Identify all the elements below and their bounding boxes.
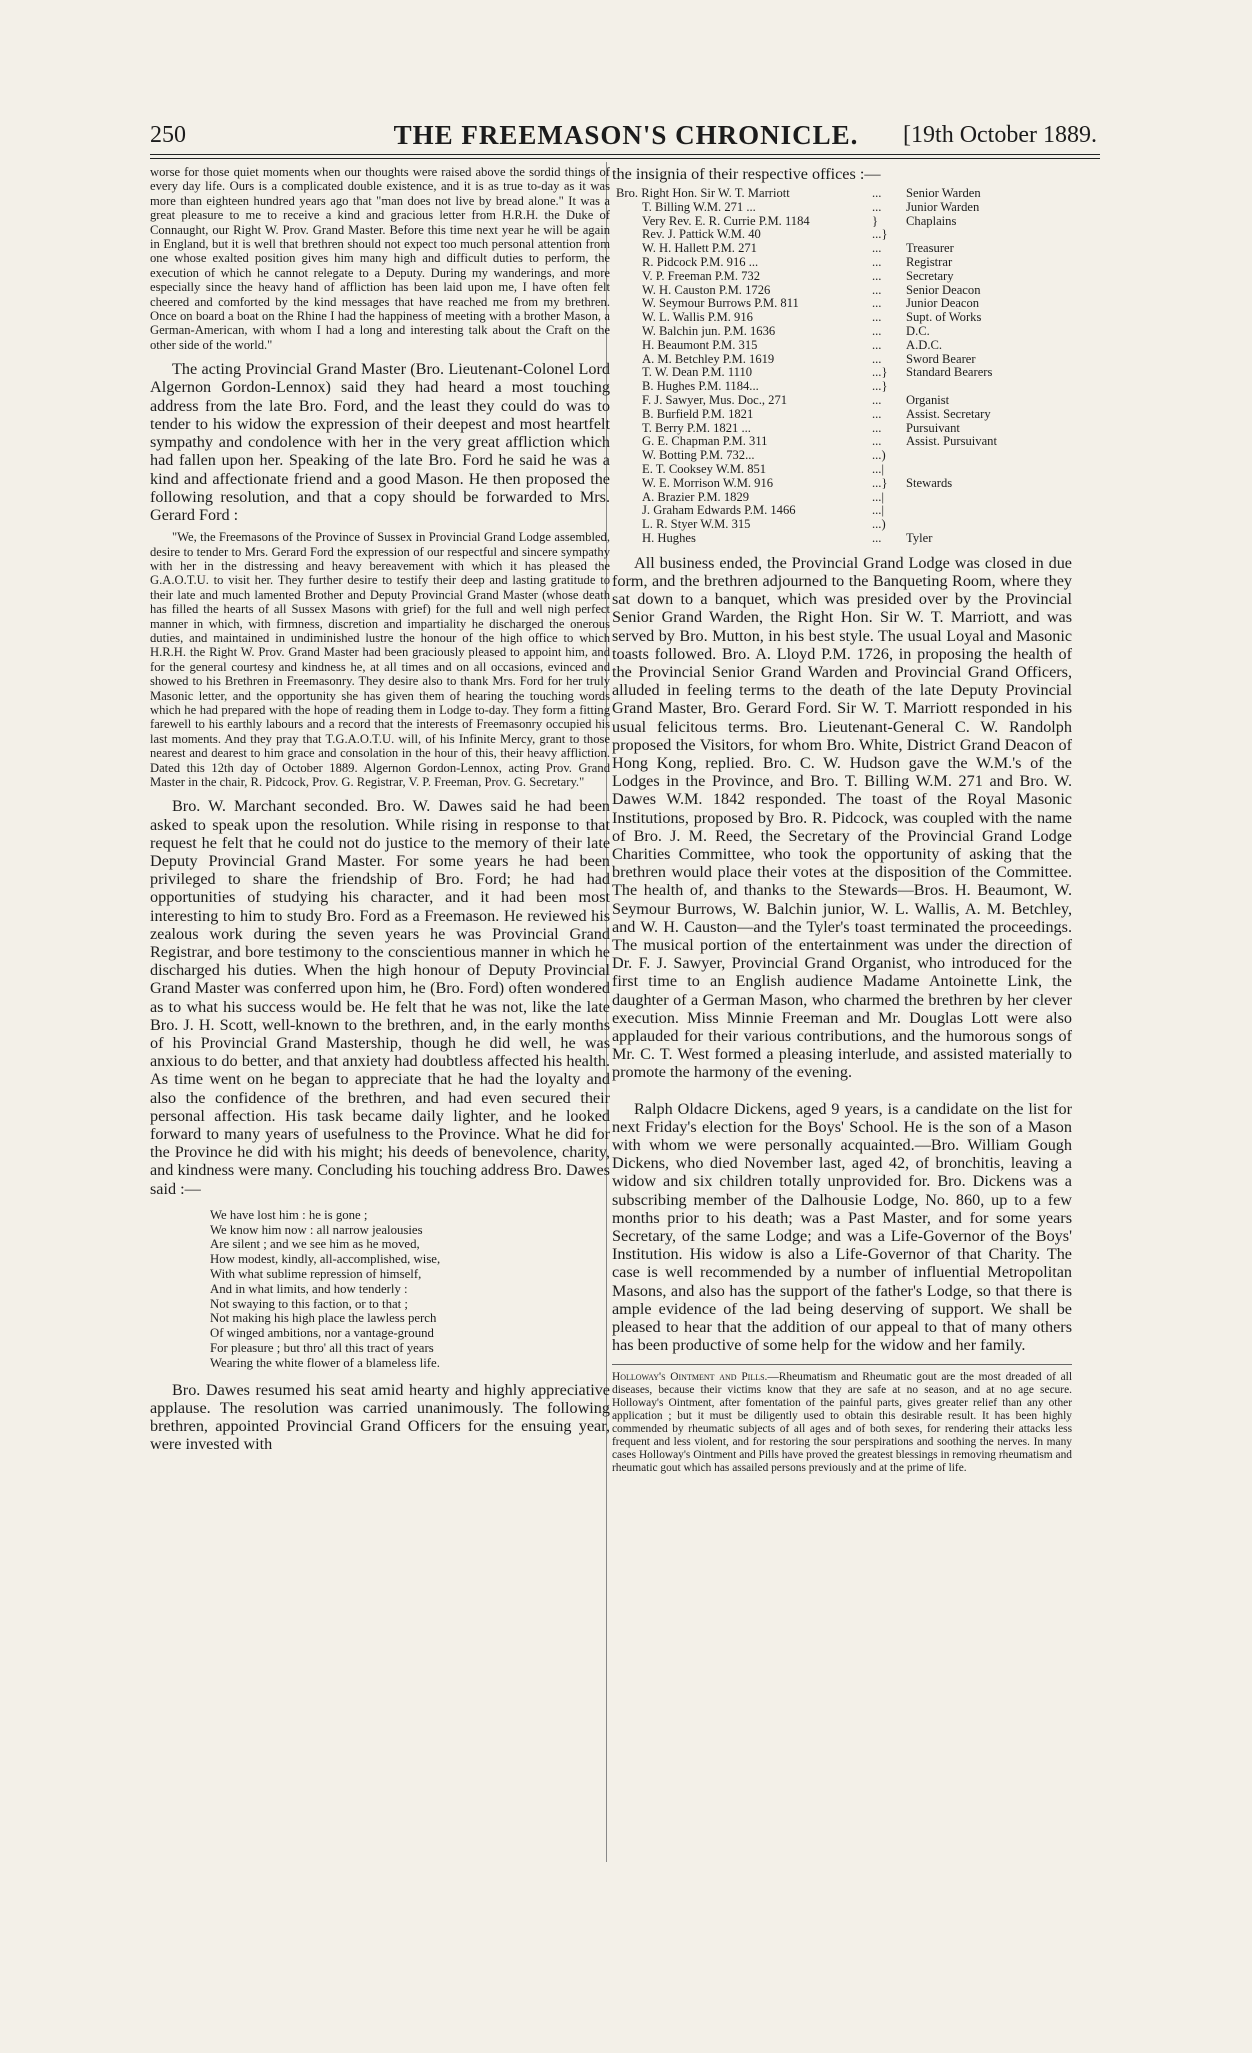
officer-name: B. Hughes P.M. 1184...: [642, 379, 759, 394]
poem-line: Not making his high place the lawless perch: [210, 1311, 437, 1326]
leader-dots: ...: [872, 241, 882, 256]
leader-dots: ...}: [872, 227, 888, 242]
leader-dots: ...|: [872, 503, 884, 518]
officer-name: A. M. Betchley P.M. 1619: [642, 351, 775, 366]
officer-office: Sword Bearer: [906, 351, 976, 366]
officer-row: [616, 297, 1068, 311]
officer-office: Assist. Pursuivant: [906, 434, 997, 449]
poem: [210, 1208, 610, 1371]
header-rule: [150, 154, 1100, 155]
leader-dots: ...: [872, 337, 882, 352]
poem-line: We have lost him : he is gone ;: [210, 1207, 368, 1222]
advertisement: [612, 1364, 1072, 1475]
officer-name: W. Balchin jun. P.M. 1636: [642, 323, 776, 338]
officer-name: H. Hughes: [642, 530, 696, 545]
right-column: [612, 165, 1072, 1475]
officers-list: [616, 187, 1068, 546]
officer-name: A. Brazier P.M. 1829: [642, 489, 750, 504]
officer-row: [616, 339, 1068, 353]
leader-dots: ...}: [872, 475, 888, 490]
poem-line: Of winged ambitions, nor a vantage-ground: [210, 1326, 434, 1341]
officer-office: Senior Deacon: [906, 282, 981, 297]
poem-line: Are silent ; and we see him as he moved,: [210, 1237, 420, 1252]
leader-dots: ...: [872, 530, 882, 545]
leader-dots: ...: [872, 282, 882, 297]
poem-line: And in what limits, and how tenderly :: [210, 1281, 408, 1296]
officer-office: Tyler: [906, 530, 933, 545]
officer-row: [616, 463, 1068, 477]
officer-row: [616, 422, 1068, 436]
officer-row: [616, 532, 1068, 546]
poem-line: Wearing the white flower of a blameless life.: [210, 1355, 440, 1370]
officer-row: [616, 380, 1068, 394]
page-header: [0, 116, 1252, 156]
page-number: 250: [150, 122, 186, 148]
officer-row: [616, 449, 1068, 463]
officer-row: [616, 187, 1068, 201]
officer-office: Chaplains: [906, 213, 957, 228]
leader-dots: ...}: [872, 379, 888, 394]
leader-dots: ...): [872, 448, 886, 463]
poem-line: With what sublime repression of himself,: [210, 1267, 422, 1282]
advert-heading: Holloway's Ointment and Pills.: [612, 1371, 768, 1384]
officer-name: W. Seymour Burrows P.M. 811: [642, 296, 799, 311]
header-rule-double: [150, 158, 1100, 159]
officer-office: Supt. of Works: [906, 310, 982, 325]
officer-office: [906, 463, 1068, 477]
officer-row: [616, 435, 1068, 449]
officer-name: L. R. Styer W.M. 315: [642, 517, 751, 532]
officer-row: [616, 284, 1068, 298]
officer-name: Bro. Right Hon. Sir W. T. Marriott: [616, 186, 790, 200]
officer-office: D.C.: [906, 323, 930, 338]
poem-line: Not swaying to this faction, or to that ;: [210, 1296, 408, 1311]
officer-row: [616, 353, 1068, 367]
officer-office: [906, 380, 1068, 394]
poem-line: We know him now : all narrow jealousies: [210, 1222, 423, 1237]
officer-office: Senior Warden: [906, 186, 981, 200]
officer-name: J. Graham Edwards P.M. 1466: [642, 503, 796, 518]
officer-row: [616, 518, 1068, 532]
article-separator: [612, 1082, 1072, 1100]
officer-office: Standard Bearers: [906, 365, 993, 380]
leader-dots: ...}: [872, 365, 888, 380]
officer-office: Junior Warden: [906, 199, 980, 214]
resolution-text: "We, the Freemasons of the Province of Sussex in Provincial Grand Lodge assembled, desire to tender to Mrs. Gerard Ford the expression of our respectful and sincere sympathy with her in the distressing and heavy bereavement with which it has pleased the G.A.O.T.U. to visit her. They further desire to testify their deep and lasting gratitude to their late and much lamented Brother and Deputy Provincial Grand Master (whose death has filled the hearts of all Sussex Masons with grief) for the full and well nigh perfect manner in which, with firmness, discretion and impartiality he discharged the onerous duties, and maintained in undiminished lustre the honour of the high office to which H.R.H. the Right W. Prov. Grand Master had been graciously pleased to appoint him, and for the general courtesy and kindness he, at all times and on all occasions, evinced and showed to his Brethren in Freemasonry. They desire also to thank Mrs. Ford for her truly Masonic letter, and the opportunity she has given them of hearing the touching words which he had prepared with the hope of reading them in Lodge to-day. They form a fitting farewell to his earthly labours and a record that the interests of Freemasonry occupied his last moments. And they pray that T.G.A.O.T.U. will, of his Infinite Mercy, grant to those nearest and dearest to him grace and consolation in the hour of this, their heavy affliction. Dated this 12th day of October 1889. Algernon Gordon-Lennox, acting Prov. Grand Master in the chair, R. Pidcock, Prov. G. Registrar, V. P. Freeman, Prov. G. Secretary.": [150, 530, 610, 790]
officer-name: R. Pidcock P.M. 916 ...: [642, 254, 759, 269]
leader-dots: ...: [872, 310, 882, 325]
leader-dots: ...: [872, 323, 882, 338]
officer-name: W. H. Causton P.M. 1726: [642, 282, 771, 297]
officer-row: [616, 270, 1068, 284]
issue-date: [19th October 1889.: [903, 122, 1097, 148]
body-paragraph: Bro. W. Marchant seconded. Bro. W. Dawes said he had been asked to speak upon the resolution. While rising in response to that request he felt that he could not do justice to the memory of their late Deputy Provincial Grand Master. For some years he had been privileged to share the friendship of Bro. Ford; he had had opportunities of studying his character, and it had been most interesting to him to study Bro. Ford as a Freemason. He reviewed his zealous work during the seven years he was Provincial Grand Registrar, and bore testimony to the conscientious manner in which he discharged his duties. When the high honour of Deputy Provincial Grand Master was conferred upon him, he (Bro. Ford) often wondered as to what his success would be. He felt that he was not, like the late Bro. J. H. Scott, well-known to the brethren, and, in the early months of his Provincial Grand Mastership, though he did well, he was anxious to do better, and that anxiety had doubtless affected his health. As time went on he began to appreciate that he had the loyalty and also the confidence of the brethren, and had even secured their personal affection. His task became daily lighter, and he looked forward to many years of usefulness to the Province. What he did for the Province he did with his might; his deeds of benevolence, charity, and kindness were many. Concluding his touching address Bro. Dawes said :—: [150, 797, 610, 1198]
leader-dots: ...: [872, 392, 882, 407]
officer-row: [616, 325, 1068, 339]
officer-office: Pursuivant: [906, 420, 960, 435]
officer-name: V. P. Freeman P.M. 732: [642, 268, 761, 283]
officer-office: Secretary: [906, 268, 954, 283]
officer-office: Stewards: [906, 475, 953, 490]
officer-row: [616, 311, 1068, 325]
officer-row: [616, 201, 1068, 215]
leader-dots: ...): [872, 517, 886, 532]
poem-line: How modest, kindly, all-accomplished, wise,: [210, 1252, 441, 1267]
officer-office: Assist. Secretary: [906, 406, 991, 421]
poem-line: For pleasure ; but thro' all this tract of years: [210, 1341, 434, 1356]
officer-office: [906, 504, 1068, 518]
insignia-intro: the insignia of their respective offices :—: [612, 165, 881, 183]
officer-row: [616, 256, 1068, 270]
officer-row: [616, 228, 1068, 242]
officer-name: T. W. Dean P.M. 1110: [642, 365, 753, 380]
intro-paragraph: worse for those quiet moments when our thoughts were raised above the sordid things of every day life. Ours is a complicated double existence, and it is as true to-day as it was more than eighteen hundred years ago that "man does not live by bread alone." It was a great pleasure to me to receive a kind and gracious letter from H.R.H. the Duke of Connaught, our Right W. Prov. Grand Master. Before this time next year he will be again in England, but it is well that brethren should not expect too much personal attention from one whose exalted position gives him many high and difficult duties to perform, the execution of which he cannot relegate to a Deputy. During my wanderings, and more especially since the heavy hand of affliction has been laid upon me, I have often felt cheered and comforted by the kind messages that have reached me from my brethren. Once on board a boat on the Rhine I had the happiness of meeting with a brother Mason, a German-American, with whom I had a long and interesting talk about the Craft on the other side of the world.": [150, 165, 610, 352]
officer-name: T. Berry P.M. 1821 ...: [642, 420, 751, 435]
officer-name: W. H. Hallett P.M. 271: [642, 241, 757, 256]
body-paragraph: Ralph Oldacre Dickens, aged 9 years, is a candidate on the list for next Friday's election for the Boys' School. He is the son of a Mason with whom we were personally acquainted.—Bro. William Gough Dickens, who died November last, aged 42, of bronchitis, leaving a widow and six children totally unprovided for. Bro. Dickens was a subscribing member of the Dalhousie Lodge, No. 860, up to a few months prior to his death; was a Past Master, and for some years Secretary, of the same Lodge; and was a Life-Governor of the Boys' Institution. His widow is also a Life-Governor of that Charity. The case is well recommended by a number of influential Metropolitan Masons, and also has the support of the father's Lodge, so that there is ample evidence of the lad being deserving of support. We shall be pleased to hear that the addition of our appeal to that of many others has been productive of some help for the widow and her family.: [612, 1099, 1072, 1355]
leader-dots: ...|: [872, 489, 884, 504]
officer-row: [616, 215, 1068, 229]
officer-name: G. E. Chapman P.M. 311: [642, 434, 768, 449]
officer-office: [906, 518, 1068, 532]
officer-name: H. Beaumont P.M. 315: [642, 337, 758, 352]
officer-name: W. L. Wallis P.M. 916: [642, 310, 753, 325]
leader-dots: ...: [872, 199, 882, 214]
officer-office: Organist: [906, 392, 950, 407]
officer-row: [616, 394, 1068, 408]
leader-dots: ...: [872, 296, 882, 311]
officer-office: Registrar: [906, 254, 953, 269]
leader-dots: ...: [872, 420, 882, 435]
officer-name: W. E. Morrison W.M. 916: [642, 475, 774, 490]
officer-name: F. J. Sawyer, Mus. Doc., 271: [642, 392, 788, 407]
officer-office: A.D.C.: [906, 337, 943, 352]
officer-name: Very Rev. E. R. Currie P.M. 1184: [642, 213, 810, 228]
leader-dots: ...: [872, 351, 882, 366]
leader-dots: ...|: [872, 461, 884, 476]
leader-dots: ...: [872, 434, 882, 449]
officer-office: [906, 491, 1068, 505]
officer-row: [616, 408, 1068, 422]
leader-dots: ...: [872, 254, 882, 269]
officer-office: [906, 228, 1068, 242]
leader-dots: ...: [872, 406, 882, 421]
officer-office: Junior Deacon: [906, 296, 980, 311]
left-column: [150, 165, 610, 1453]
advert-text: —Rheumatism and Rheumatic gout are the most dreaded of all diseases, because their victims know that they are safe at no season, and at no age secure. Holloway's Ointment, after fomentation of the painful parts, gives greater relief than any other application ; but it must be diligently used to obtain this desirable result. It has been highly commended by rheumatic subjects of all ages and of both sexes, for rendering their attacks less frequent and less violent, and for restoring the sour perspirations and soothing the nerves. In many cases Holloway's Ointment and Pills have proved the greatest blessings in removing rheumatism and rheumatic gout which has assailed persons previously and at the prime of life.: [612, 1371, 1072, 1475]
officer-row: [616, 477, 1068, 491]
leader-dots: }: [872, 213, 879, 228]
officer-row: [616, 491, 1068, 505]
body-paragraph: All business ended, the Provincial Grand Lodge was closed in due form, and the brethren adjourned to the Banqueting Room, where they sat down to a banquet, which was presided over by the Provincial Senior Grand Warden, the Right Hon. Sir W. T. Marriott, and was served by Bro. Mutton, in his best style. The usual Loyal and Masonic toasts followed. Bro. A. Lloyd P.M. 1726, in proposing the health of the Provincial Senior Grand Warden and Provincial Grand Officers, alluded in feeling terms to the death of the late Deputy Provincial Grand Master, Bro. Gerard Ford. Sir W. T. Marriott responded in his usual felicitous terms. Bro. Lieutenant-General C. W. Randolph proposed the Visitors, for whom Bro. White, District Grand Deacon of Hong Kong, replied. Bro. C. W. Hudson gave the W.M.'s of the Lodges in the Province, and Bro. T. Billing W.M. 271 and Bro. W. Dawes W.M. 1842 responded. The toast of the Royal Masonic Institutions, proposed by Bro. R. Pidcock, was coupled with the name of Bro. J. M. Reed, the Secretary of the Provincial Grand Lodge Charities Committee, who took the opportunity of asking that the brethren would place their votes at the disposition of the Committee. The health of, and thanks to the Stewards—Bros. H. Beaumont, W. Seymour Burrows, W. Balchin junior, W. L. Wallis, A. M. Betchley, and W. H. Causton—and the Tyler's toast terminated the proceedings. The musical portion of the entertainment was under the direction of Dr. F. J. Sawyer, Provincial Grand Organist, who introduced for the first time to an English audience Madame Antoinette Link, the daughter of a German Mason, who charmed the brethren by her clever execution. Miss Minnie Freeman and Mr. Douglas Lott were also applauded for their various contributions, and the humorous songs of Mr. C. T. West formed a pleasing interlude, and assisted materially to promote the harmony of the evening.: [612, 553, 1072, 1082]
officer-name: T. Billing W.M. 271 ...: [642, 199, 756, 214]
officer-office: Treasurer: [906, 241, 954, 256]
body-paragraph: The acting Provincial Grand Master (Bro. Lieutenant-Colonel Lord Algernon Gordon-Lennox) said they had heard a most touching address from the late Bro. Ford, and the least they could do was to tender to his widow the expression of their deepest and most heartfelt sympathy and condolence with her in the very great affliction which had fallen upon her. Speaking of the late Bro. Ford he said he was a kind and affectionate friend and a good Mason. He then proposed the following resolution, and that a copy should be forwarded to Mrs. Gerard Ford :: [150, 360, 610, 524]
body-paragraph: Bro. Dawes resumed his seat amid hearty and highly appreciative applause. The resolution was carried unanimously. The following brethren, appointed Provincial Grand Officers for the ensuing year, were invested with: [150, 1380, 610, 1454]
leader-dots: ...: [872, 186, 882, 200]
officer-office: [906, 449, 1068, 463]
leader-dots: ...: [872, 268, 882, 283]
officer-row: [616, 366, 1068, 380]
officer-name: E. T. Cooksey W.M. 851: [642, 461, 767, 476]
newspaper-title: THE FREEMASON'S CHRONICLE.: [393, 120, 859, 150]
officer-name: W. Botting P.M. 732...: [642, 448, 755, 463]
officer-row: [616, 504, 1068, 518]
officer-row: [616, 242, 1068, 256]
officer-name: Rev. J. Pattick W.M. 40: [642, 227, 761, 242]
officer-name: B. Burfield P.M. 1821: [642, 406, 754, 421]
